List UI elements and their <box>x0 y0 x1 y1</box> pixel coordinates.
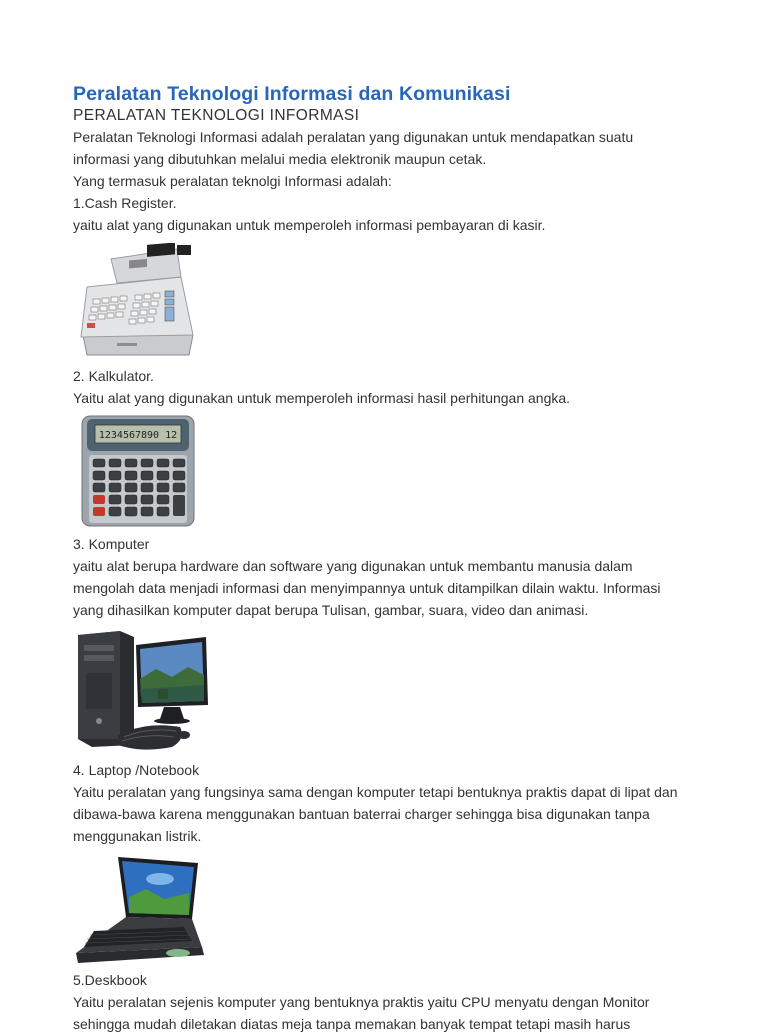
item-heading-deskbook: 5.Deskbook <box>73 972 147 988</box>
item-description: yaitu alat berupa hardware dan software yang digunakan untuk membantu manusia dalam <box>73 558 633 574</box>
cash-register-image <box>77 243 202 361</box>
intro-line: informasi yang dibutuhkan melalui media elektronik maupun cetak. <box>73 151 487 167</box>
item-description: mengolah data menjadi informasi dan menyimpannya untuk ditampilkan dilain waktu. Informasi <box>73 580 661 596</box>
item-description: dibawa-bawa karena menggunakan bantuan baterrai charger sehingga bisa digunakan tanpa <box>73 806 650 822</box>
intro-line: Yang termasuk peralatan teknolgi Informasi adalah: <box>73 173 392 189</box>
intro-line: Peralatan Teknologi Informasi adalah peralatan yang digunakan untuk mendapatkan suatu <box>73 129 634 145</box>
item-description: Yaitu peralatan yang fungsinya sama dengan komputer tetapi bentuknya praktis dapat di lipat dan <box>73 784 678 800</box>
item-heading-laptop: 4. Laptop /Notebook <box>73 762 200 778</box>
item-description: sehingga mudah diletakan diatas meja tanpa memakan banyak tempat tetapi masih harus <box>73 1016 631 1032</box>
calculator-display-text: 1234567890 12 <box>98 430 178 441</box>
item-description: menggunakan listrik. <box>73 828 202 844</box>
item-description: yang dihasilkan komputer dapat berupa Tulisan, gambar, suara, video dan animasi. <box>73 602 589 618</box>
item-description: Yaitu alat yang digunakan untuk memperoleh informasi hasil perhitungan angka. <box>73 390 571 406</box>
desktop-computer-image <box>76 629 212 755</box>
calculator-image <box>81 415 197 529</box>
item-description: yaitu alat yang digunakan untuk memperoleh informasi pembayaran di kasir. <box>73 217 546 233</box>
item-heading-kalkulator: 2. Kalkulator. <box>73 368 154 384</box>
laptop-image <box>74 853 206 965</box>
page-title: Peralatan Teknologi Informasi dan Komunikasi <box>73 83 511 105</box>
item-heading-komputer: 3. Komputer <box>73 536 150 552</box>
article <box>73 82 713 1035</box>
item-heading-cash-register: 1.Cash Register. <box>73 195 177 211</box>
section-heading: PERALATAN TEKNOLOGI INFORMASI <box>73 107 360 124</box>
item-description: Yaitu peralatan sejenis komputer yang bentuknya praktis yaitu CPU menyatu dengan Monitor <box>73 994 650 1010</box>
